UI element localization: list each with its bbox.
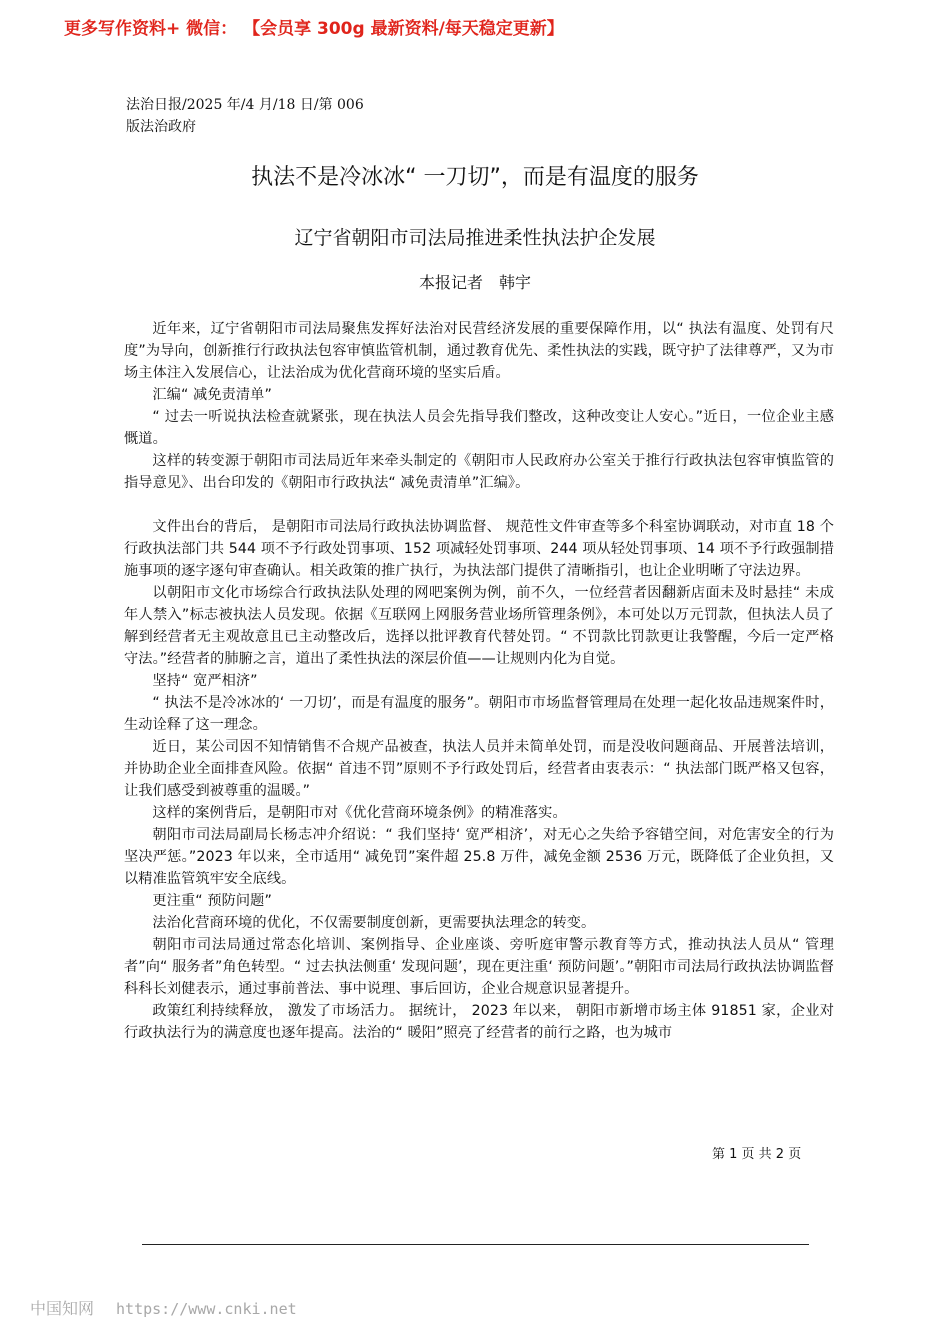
paragraph: 法治化营商环境的优化，不仅需要制度创新，更需要执法理念的转变。	[152, 915, 596, 931]
section-heading: 更注重“ 预防问题”	[152, 893, 272, 909]
paragraph: “ 执法不是冷冰冰的‘ 一刀切’，而是有温度的服务”。朝阳市市场监督管理局在处理一起化妆品违规案件时，生动诠释了这一理念。	[124, 695, 834, 733]
paragraph: 这样的案例背后，是朝阳市对《优化营商环境条例》的精准落实。	[152, 805, 567, 821]
paragraph: 朝阳市司法局副局长杨志冲介绍说：“ 我们坚持‘ 宽严相济’，对无心之失给予容错空间，对危害安全的行为坚决严惩。”2023 年以来，全市适用“ 减免罚”案件超 25.8 万件，减免金额 2536 万元，既降低了企业负担，又以精准监管筑牢安全底线。	[124, 827, 834, 887]
paragraph: 以朝阳市文化市场综合行政执法队处理的网吧案例为例，前不久，一位经营者因翻新店面未及时悬挂“ 未成年人禁入”标志被执法人员发现。依据《互联网上网服务营业场所管理条例》，本可处以万元罚款，但执法人员了解到经营者无主观故意且已主动整改后，选择以批评教育代替处罚。“ 不罚款比罚款更让我警醒，今后一定严格守法。”经营者的肺腑之言，道出了柔性执法的深层价值——让规则内化为自觉。	[124, 585, 834, 667]
paragraph: 朝阳市司法局通过常态化培训、案例指导、企业座谈、旁听庭审警示教育等方式，推动执法人员从“ 管理者”向“ 服务者”角色转型。“ 过去执法侧重‘ 发现问题’，现在更注重‘ 预防问题’。”朝阳市司法局行政执法协调监督科科长刘健表示，通过事前普法、事中说理、事后回访，企业合规意识显著提升。	[124, 937, 834, 997]
paragraph: 这样的转变源于朝阳市司法局近年来牵头制定的《朝阳市人民政府办公室关于推行行政执法包容审慎监管的指导意见》、出台印发的《朝阳市行政执法“ 减免责清单”汇编》。	[124, 453, 834, 491]
footer-divider	[142, 1244, 809, 1245]
article-subtitle: 辽宁省朝阳市司法局推进柔性执法护企发展	[294, 227, 656, 249]
promo-banner: 更多写作资料+ 微信： 【会员享 300g 最新资料/每天稳定更新】	[64, 19, 564, 39]
watermark-site-name: 中国知网	[30, 1299, 95, 1318]
paragraph: 近日，某公司因不知情销售不合规产品被查，执法人员并未简单处罚，而是没收问题商品、开展普法培训，并协助企业全面排查风险。依据“ 首违不罚”原则不予行政处罚后，经营者由衷表示：“ 执法部门既严格又包容，让我们感受到被尊重的温暖。”	[124, 739, 834, 799]
source-line-2: 版法治政府	[126, 119, 196, 135]
paragraph: 近年来，辽宁省朝阳市司法局聚焦发挥好法治对民营经济发展的重要保障作用，以“ 执法有温度、处罚有尺度”为导向，创新推行行政执法包容审慎监管机制，通过教育优先、柔性执法的实践，既守护了法律尊严，又为市场主体注入发展信心，让法治成为优化营商环境的坚实后盾。	[124, 321, 834, 381]
article-headline: 执法不是冷冰冰“ 一刀切”，而是有温度的服务	[251, 165, 699, 190]
page-number: 第 1 页 共 2 页	[712, 1147, 802, 1162]
section-heading: 坚持“ 宽严相济”	[152, 673, 258, 689]
article-body	[124, 318, 834, 1044]
source-line-1: 法治日报/2025 年/4 月/18 日/第 006	[126, 97, 364, 113]
watermark-url[interactable]: https://www.cnki.net	[116, 1300, 297, 1318]
paragraph: 政策红利持续释放， 激发了市场活力。 据统计， 2023 年以来， 朝阳市新增市场主体 91851 家，企业对行政执法行为的满意度也逐年提高。法治的“ 暖阳”照亮了经营者的前行之路，也为城市	[124, 1003, 834, 1041]
section-heading: 汇编“ 减免责清单”	[152, 387, 272, 403]
paragraph: 文件出台的背后， 是朝阳市司法局行政执法协调监督、 规范性文件审查等多个科室协调联动，对市直 18 个行政执法部门共 544 项不予行政处罚事项、152 项减轻处罚事项、244 项从轻处罚事项、14 项不予行政强制措施事项的逐字逐句审查确认。相关政策的推广执行，为执法部门提供了清晰指引，也让企业明晰了守法边界。	[124, 519, 834, 579]
source-info	[126, 94, 364, 138]
paragraph: “ 过去一听说执法检查就紧张，现在执法人员会先指导我们整改，这种改变让人安心。”近日，一位企业主感慨道。	[124, 409, 834, 447]
footer-watermark	[30, 1296, 297, 1319]
article-byline: 本报记者 韩宇	[418, 273, 531, 292]
